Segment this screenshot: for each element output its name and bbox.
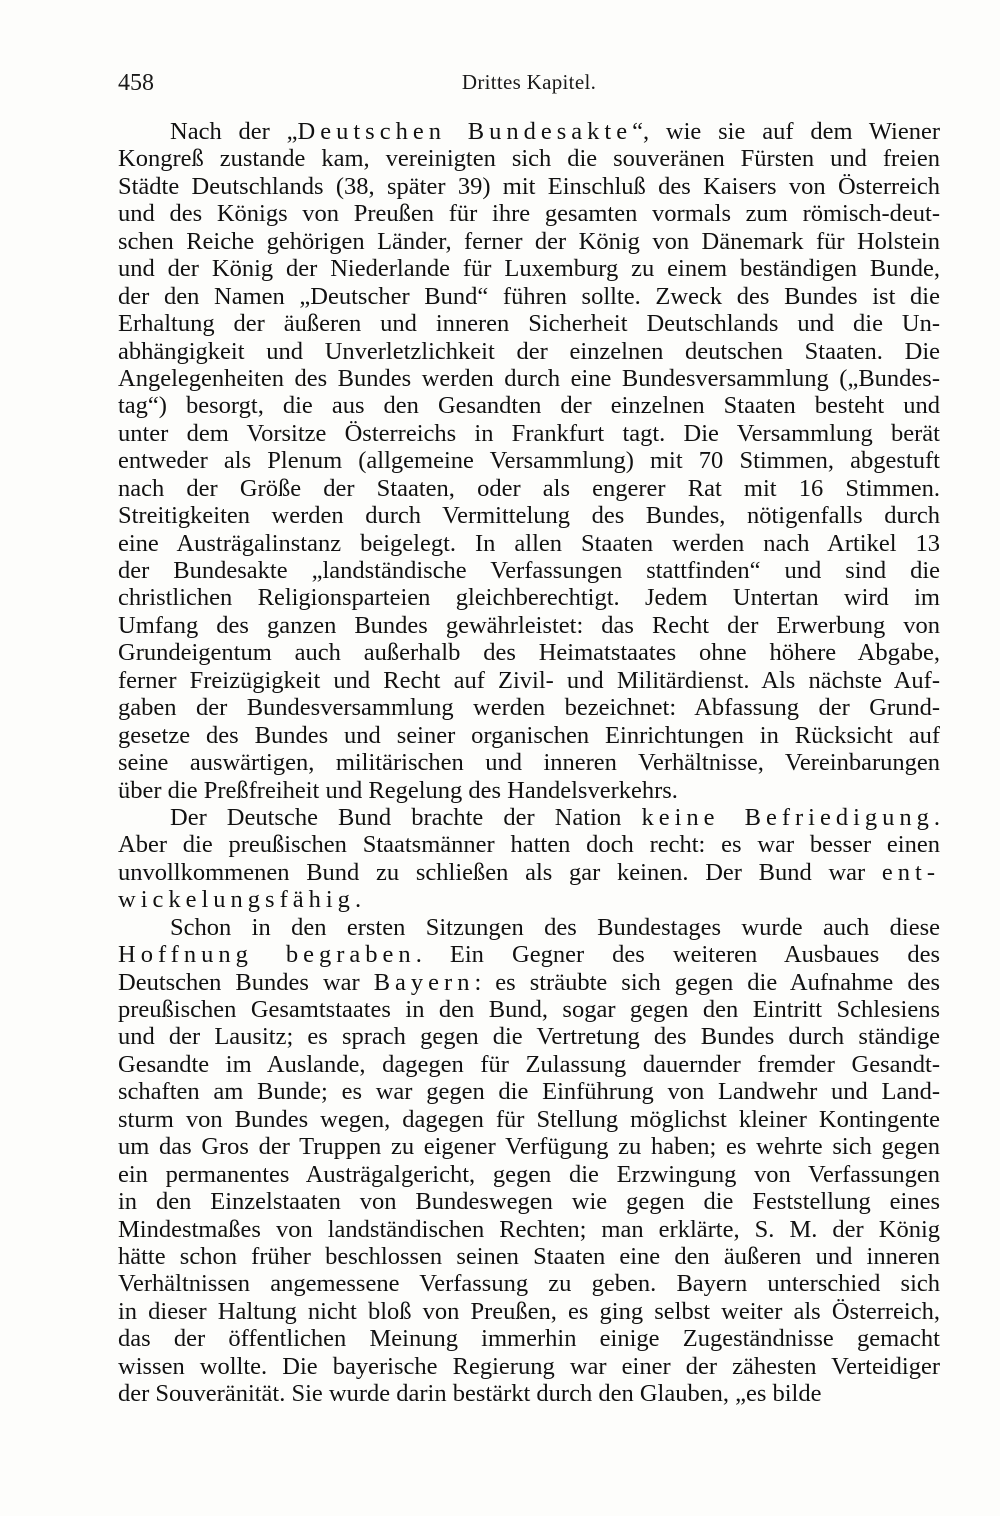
text-segment: . Ein Gegner des weiteren Ausbaues des [415,941,940,969]
text-line [118,228,940,255]
text-segment: Deutschen Bundes war [118,968,374,996]
text-line [118,804,940,831]
text-segment: Gesandte im Auslande, dagegen für Zulassung dauernder fremder Gesandt- [118,1050,940,1078]
text-segment: der den Namen „Deutscher Bund“ führen sollte. Zweck des Bundes ist die [118,282,940,310]
text-line [118,1270,940,1297]
text-segment: christlichen Religionsparteien gleichberechtigt. Jedem Untertan wird im [118,584,940,612]
text-segment: Städte Deutschlands (38, später 39) mit Einschluß des Kaisers von Österreich [118,172,940,200]
text-segment: wissen wollte. Die bayerische Regierung war einer der zähesten Verteidiger [118,1352,940,1380]
text-segment: das der öffentlichen Meinung immerhin einige Zugeständnisse gemacht [118,1325,940,1353]
text-segment: Kongreß zustande kam, vereinigten sich die souveränen Fürsten und freien [118,145,940,173]
text-segment: Grundeigentum auch außerhalb des Heimatstaates ohne höhere Abgabe, [118,639,940,667]
text-line [118,475,940,502]
text-segment: Mindestmaßes von landständischen Rechten; man erklärte, S. M. der König [118,1215,940,1243]
text-line [118,914,940,941]
text-segment: der Bundesakte „landständische Verfassungen stattfinden“ und sind die [118,557,940,584]
paragraph [118,118,940,804]
text-segment: eine Austrägalinstanz beigelegt. In allen Staaten werden nach Artikel 13 [118,529,940,557]
text-line [118,584,940,611]
text-segment: Aber die preußischen Staatsmänner hatten doch recht: es war besser einen [118,831,940,859]
spaced-emphasis: Bayern [373,968,475,996]
paragraph [118,914,940,1408]
text-line [118,310,940,337]
text-segment: Angelegenheiten des Bundes werden durch eine Bundesversammlung („Bundes- [118,364,940,392]
text-line [118,502,940,529]
text-segment: ein permanentes Austrägalgericht, gegen die Erzwingung von Verfassungen [118,1160,940,1188]
text-segment: “, wie sie auf dem Wiener [632,118,940,145]
text-segment: Verhältnissen angemessene Verfassung zu geben. Bayern unterschied sich [118,1270,940,1298]
text-line [118,722,940,749]
spaced-emphasis: wickelungsfähig [118,886,355,914]
text-line [118,859,940,886]
spaced-emphasis: Hoffnung begraben [118,941,416,969]
text-line [118,1023,940,1050]
text-line [118,749,940,776]
paragraph [118,804,940,914]
text-line [118,118,940,145]
text-segment: unter dem Vorsitze Österreichs in Frankfurt tagt. Die Versammlung berät [118,419,940,447]
text-segment: Der Deutsche Bund brachte der Nation [170,803,642,831]
text-line [118,145,940,172]
text-segment: ferner Freizügigkeit und Recht auf Zivil- und Militärdienst. Als nächste Auf- [118,666,940,694]
text-segment: Streitigkeiten werden durch Vermittelung des Bundes, nötigenfalls durch [118,502,940,530]
text-segment: gaben der Bundesversammlung werden bezeichnet: Abfassung der Grund- [118,694,940,722]
text-line [118,831,940,858]
text-line [118,1353,940,1380]
text-segment: gesetze des Bundes und seiner organischen Einrichtungen in Rücksicht auf [118,721,940,749]
text-line [118,1106,940,1133]
text-segment: Nach der „ [170,118,298,145]
text-line [118,392,940,419]
page-number: 458 [118,70,154,96]
text-segment: und der König der Niederlande für Luxemburg zu einem beständigen Bunde, [118,255,940,283]
spaced-emphasis: Deutschen Bundesakte [297,118,633,145]
text-line [118,1325,940,1352]
text-line [118,447,940,474]
text-segment: um das Gros der Truppen zu eigener Verfügung zu haben; es wehrte sich gegen [118,1133,940,1161]
text-line [118,530,940,557]
text-segment: Umfang des ganzen Bundes gewährleistet: das Recht der Erwerbung von [118,611,940,639]
text-segment: der Souveränität. Sie wurde darin bestärkt durch den Glauben, „es bilde [118,1380,822,1408]
text-line [118,1216,940,1243]
text-line [118,365,940,392]
text-line [118,283,940,310]
text-segment: preußischen Gesamtstaates in den Bund, sogar gegen den Eintritt Schlesiens [118,996,940,1023]
text-segment: abhängigkeit und Unverletzlichkeit der einzelnen deutschen Staaten. Die [118,337,940,365]
text-segment: entweder als Plenum (allgemeine Versammlung) mit 70 Stimmen, abgestuft [118,447,940,475]
text-segment: und des Königs von Preußen für ihre gesamten vormals zum römisch-deut- [118,200,940,228]
text-line [118,1051,940,1078]
text-line [118,255,940,282]
text-segment: Erhaltung der äußeren und inneren Sicherheit Deutschlands und die Un- [118,310,940,338]
spaced-emphasis: keine Befriedigung [641,803,934,831]
page-header [118,70,940,106]
text-line [118,1243,940,1270]
text-segment: hätte schon früher beschlossen seinen Staaten eine den äußeren und inneren [118,1242,940,1270]
text-segment: und der Lausitz; es sprach gegen die Vertretung des Bundes durch ständige [118,1023,940,1051]
text-segment: unvollkommenen Bund zu schließen als gar keinen. Der Bund war [118,858,882,886]
text-line [118,886,940,913]
body-text [118,118,940,1408]
text-line [118,420,940,447]
text-line [118,200,940,227]
text-line [118,338,940,365]
text-segment: in dieser Haltung nicht bloß von Preußen, es ging selbst weiter als Österreich, [118,1297,940,1325]
text-line [118,777,940,804]
text-segment: tag“) besorgt, die aus den Gesandten der einzelnen Staaten besteht und [118,392,940,420]
text-segment: schen Reiche gehörigen Länder, ferner der König von Dänemark für Holstein [118,227,940,255]
text-line [118,1133,940,1160]
text-line [118,667,940,694]
text-segment: schaften am Bunde; es war gegen die Einführung von Landwehr und Land- [118,1078,940,1106]
text-line [118,996,940,1023]
text-line [118,1188,940,1215]
text-segment: . [933,803,940,831]
text-line [118,173,940,200]
text-segment: in den Einzelstaaten von Bundeswegen wie gegen die Feststellung eines [118,1188,940,1216]
text-line [118,557,940,584]
text-segment: Schon in den ersten Sitzungen des Bundestages wurde auch diese [170,913,940,941]
text-line [118,639,940,666]
running-head: Drittes Kapitel. [461,70,597,94]
text-line [118,941,940,968]
text-segment: sturm von Bundes wegen, dagegen für Stellung möglichst kleiner Kontingente [118,1105,940,1133]
text-line [118,1161,940,1188]
text-line [118,1298,940,1325]
text-line [118,1380,940,1407]
text-segment: nach der Größe der Staaten, oder als engerer Rat mit 16 Stimmen. [118,474,940,502]
text-segment: über die Preßfreiheit und Regelung des Handelsverkehrs. [118,776,678,804]
text-segment: . [354,886,362,914]
text-line [118,969,940,996]
text-segment: : es sträubte sich gegen die Aufnahme des [474,968,940,996]
spaced-emphasis: ent- [881,858,940,886]
text-line [118,1078,940,1105]
text-line [118,612,940,639]
text-segment: seine auswärtigen, militärischen und inneren Verhältnisse, Vereinbarungen [118,749,940,777]
text-line [118,694,940,721]
